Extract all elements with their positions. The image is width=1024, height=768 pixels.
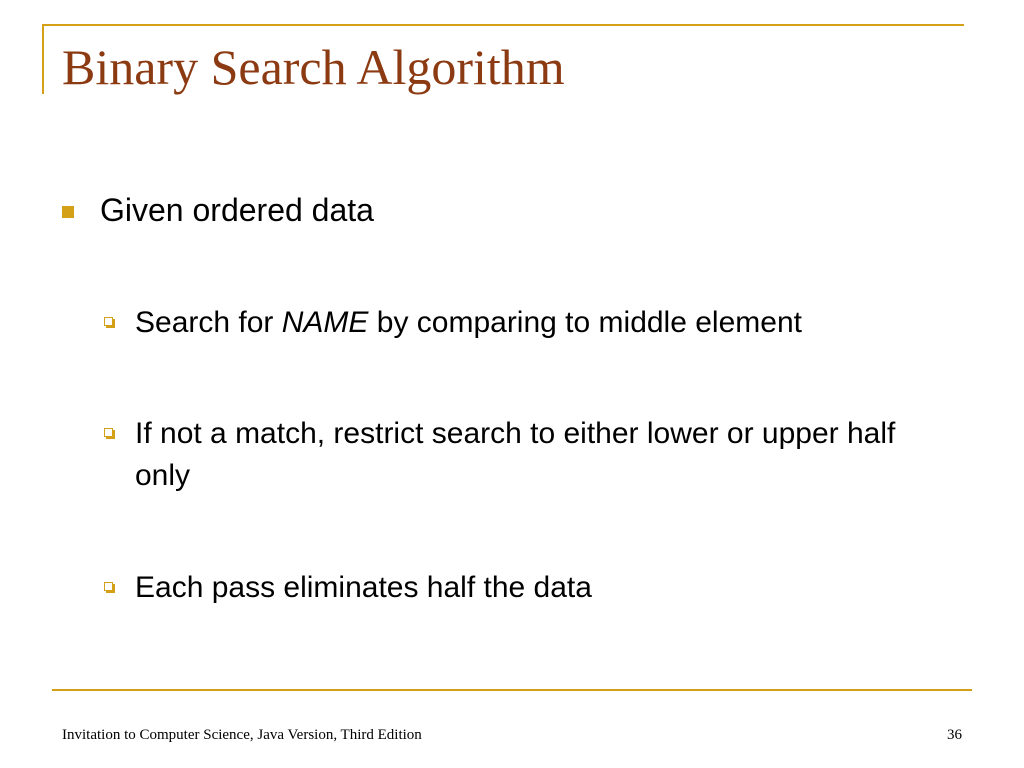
sub-bullet-text-before: Search for [135, 306, 282, 339]
sub-bullet-search-for-name [104, 302, 802, 344]
sub-bullet-text [135, 302, 802, 344]
sub-bullet-text: Each pass eliminates half the data [135, 571, 592, 604]
sub-bullet-text: If not a match, restrict search to either lower or upper half only [135, 417, 896, 492]
hollow-square-bullet-icon [104, 317, 113, 326]
sub-bullet-text-emphasis: NAME [281, 306, 369, 339]
hollow-square-bullet-icon [104, 428, 113, 437]
sub-bullet-text-after: by comparing to middle element [368, 306, 802, 339]
page-number: 36 [947, 727, 962, 743]
slide-title: Binary Search Algorithm [62, 39, 565, 95]
footer-text: Invitation to Computer Science, Java Version, Third Edition [62, 727, 422, 743]
bullet-given-ordered-data [62, 190, 374, 230]
sub-bullet-each-pass [104, 567, 592, 609]
left-frame-line [42, 24, 44, 94]
footer-divider [52, 689, 972, 691]
top-frame-line [44, 24, 964, 26]
filled-square-bullet-icon [62, 206, 74, 218]
bullet-text: Given ordered data [100, 192, 374, 228]
sub-bullet-restrict-search [104, 413, 924, 497]
hollow-square-bullet-icon [104, 582, 113, 591]
